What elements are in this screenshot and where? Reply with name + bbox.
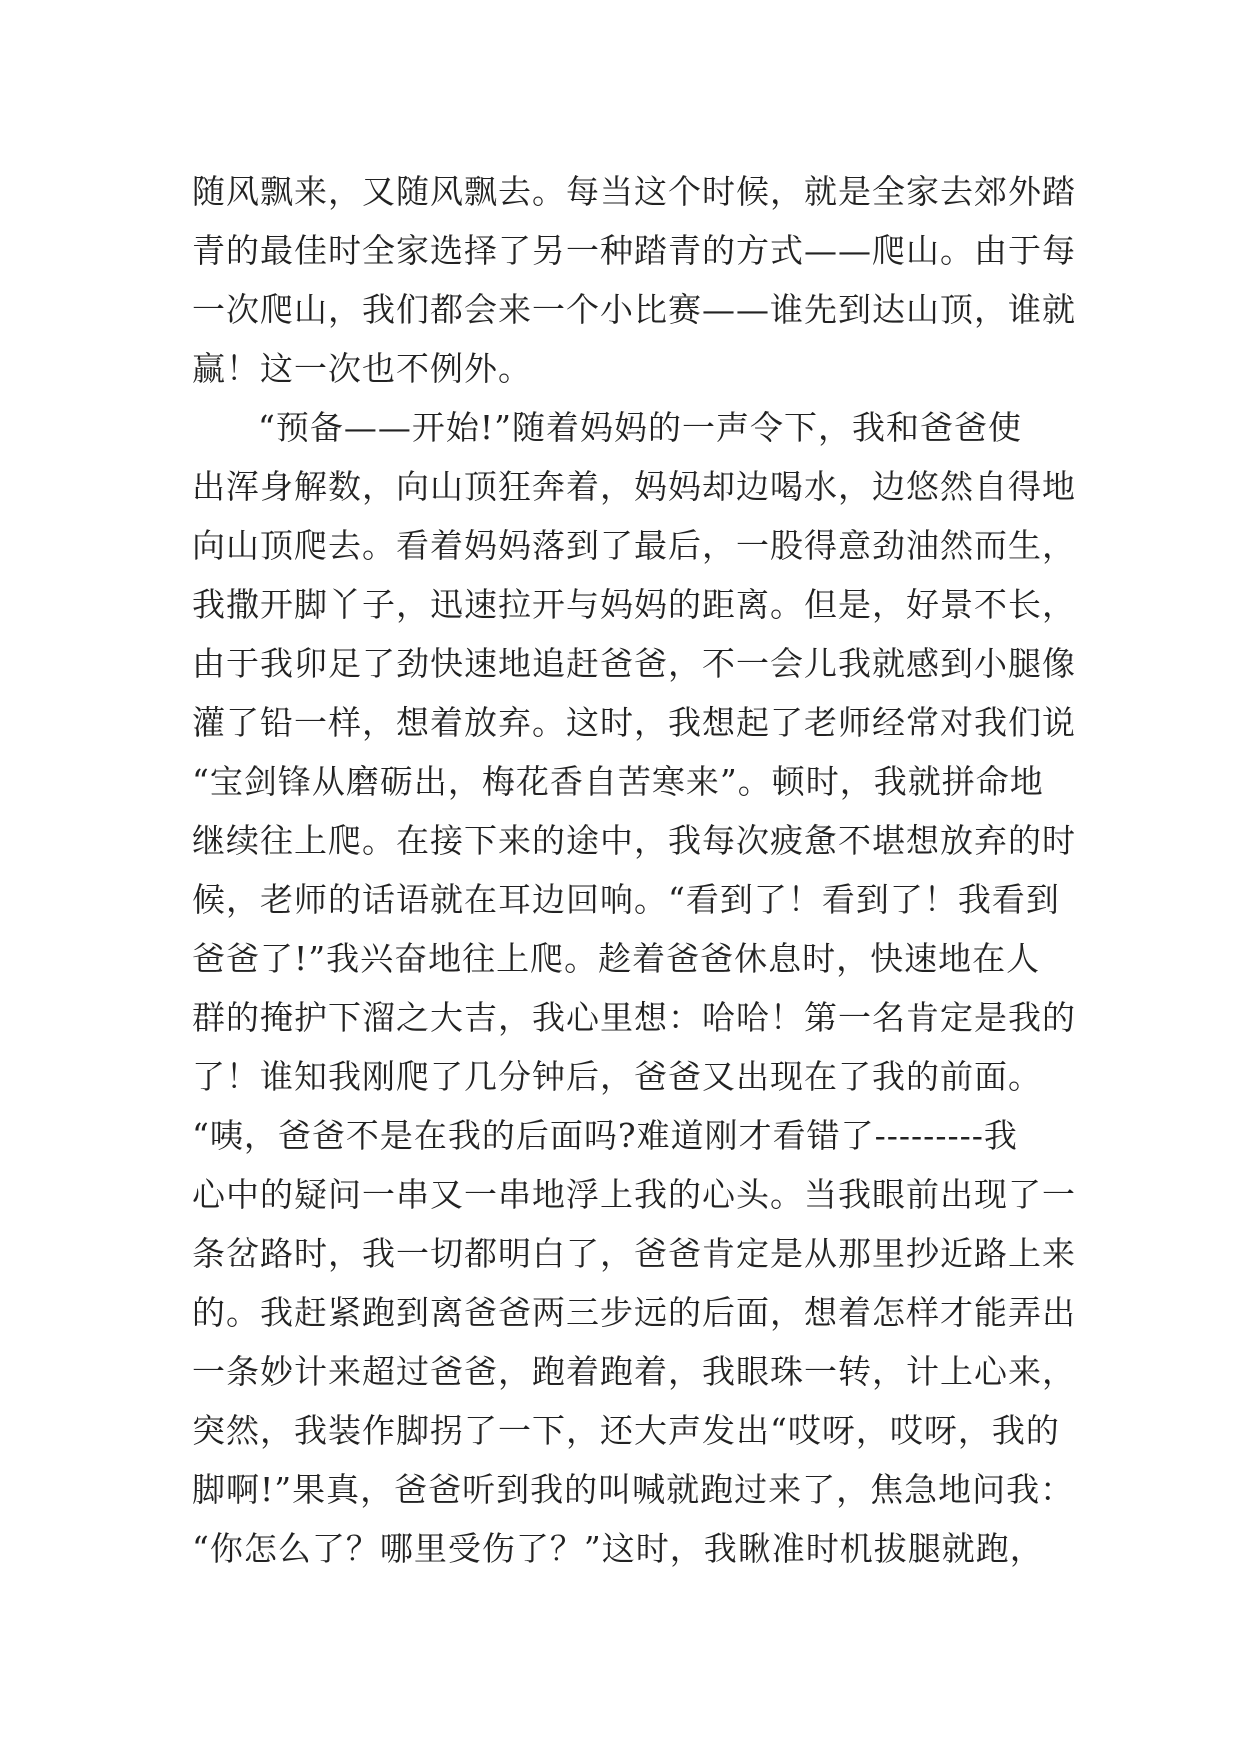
text-line: 脚啊!”果真，爸爸听到我的叫喊就跑过来了，焦急地问我： (192, 1470, 1075, 1509)
body-text (192, 162, 1076, 1578)
text-line: 群的掩护下溜之大吉，我心里想：哈哈！第一名肯定是我的 (192, 998, 1076, 1037)
text-line: “咦，爸爸不是在我的后面吗?难道刚才看错了---------我 (192, 1116, 1018, 1155)
text-line: 向山顶爬去。看着妈妈落到了最后，一股得意劲油然而生， (192, 526, 1076, 565)
text-line: “你怎么了？哪里受伤了？”这时，我瞅准时机拔腿就跑， (192, 1529, 1044, 1568)
text-line: 赢！这一次也不例外。 (192, 349, 532, 388)
text-line: 随风飘来，又随风飘去。每当这个时候，就是全家去郊外踏 (192, 172, 1076, 211)
text-line: 青的最佳时全家选择了另一种踏青的方式——爬山。由于每 (192, 231, 1076, 270)
text-line: 由于我卯足了劲快速地追赶爸爸，不一会儿我就感到小腿像 (192, 644, 1076, 683)
text-line: 灌了铅一样，想着放弃。这时，我想起了老师经常对我们说 (192, 703, 1076, 742)
text-line: 突然，我装作脚拐了一下，还大声发出“哎呀，哎呀，我的 (192, 1411, 1060, 1450)
text-line: 一条妙计来超过爸爸，跑着跑着，我眼珠一转，计上心来， (192, 1352, 1076, 1391)
text-line: 的。我赶紧跑到离爸爸两三步远的后面，想着怎样才能弄出 (192, 1293, 1076, 1332)
text-line: 候，老师的话语就在耳边回响。“看到了！看到了！我看到 (192, 880, 1060, 919)
paragraph-start-line: “预备——开始!”随着妈妈的一声令下，我和爸爸使 (258, 408, 1023, 447)
text-line: 一次爬山，我们都会来一个小比赛——谁先到达山顶，谁就 (192, 290, 1076, 329)
text-line: “宝剑锋从磨砺出，梅花香自苦寒来”。顿时，我就拼命地 (192, 762, 1044, 801)
text-line: 爸爸了!”我兴奋地往上爬。趁着爸爸休息时，快速地在人 (192, 939, 1041, 978)
text-line: 继续往上爬。在接下来的途中，我每次疲惫不堪想放弃的时 (192, 821, 1076, 860)
text-line: 了！谁知我刚爬了几分钟后，爸爸又出现在了我的前面。 (192, 1057, 1042, 1096)
text-line: 我撒开脚丫子，迅速拉开与妈妈的距离。但是，好景不长， (192, 585, 1076, 624)
text-line: 心中的疑问一串又一串地浮上我的心头。当我眼前出现了一 (192, 1175, 1076, 1214)
text-line: 出浑身解数，向山顶狂奔着，妈妈却边喝水，边悠然自得地 (192, 467, 1076, 506)
text-line: 条岔路时，我一切都明白了，爸爸肯定是从那里抄近路上来 (192, 1234, 1076, 1273)
